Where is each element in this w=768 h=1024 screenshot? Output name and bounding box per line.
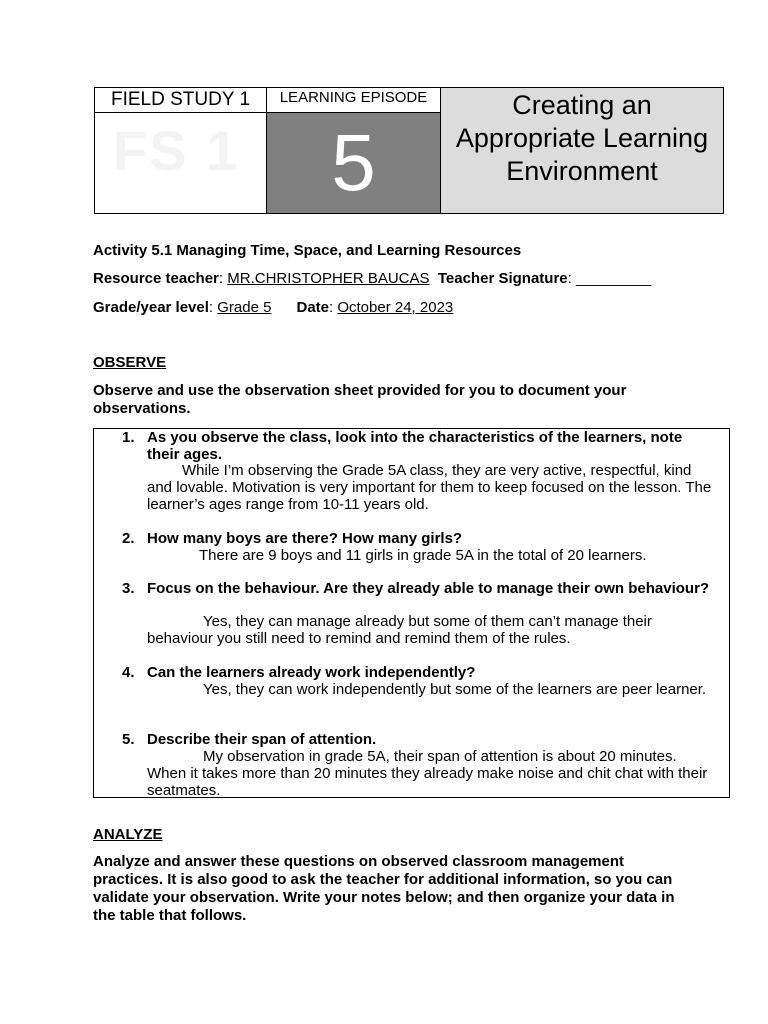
question-text: Can the learners already work independently?	[147, 664, 476, 681]
episode-title	[441, 89, 723, 188]
date-label: Date	[296, 299, 329, 316]
episode-cell	[267, 88, 441, 213]
question-text: Describe their span of attention.	[147, 731, 377, 748]
fs-watermark: FS 1	[113, 119, 240, 182]
grade-label: Grade/year level	[93, 299, 209, 316]
question-text: How many boys are there? How many girls?	[147, 530, 463, 547]
field-study-cell	[95, 88, 267, 213]
episode-title-line-2: Appropriate Learning	[455, 123, 709, 153]
teacher-signature-blank: _________	[575, 270, 652, 287]
field-study-label: FIELD STUDY 1	[95, 88, 266, 113]
episode-number: 5	[267, 113, 440, 213]
resource-teacher-line: Resource teacher: MR.CHRISTOPHER BAUCAS Teacher Signature: _________	[93, 270, 652, 287]
episode-title-cell	[441, 88, 723, 213]
observe-instructions: Observe and use the observation sheet provided for you to document your observations.	[93, 382, 627, 417]
episode-label: LEARNING EPISODE	[267, 88, 440, 113]
grade-date-line: Grade/year level: Grade 5 Date: October 24, 2023	[93, 299, 454, 316]
activity-title: Activity 5.1 Managing Time, Space, and Learning Resources	[93, 242, 522, 259]
observation-box	[93, 428, 730, 798]
answer-text: My observation in grade 5A, their span of attention is about 20 minutes. When it takes more than 20 minutes they already make noise and chit chat with their seatmates.	[147, 748, 708, 798]
episode-title-line-3: Environment	[506, 156, 658, 186]
answer-text: While I’m observing the Grade 5A class, they are very active, respectful, kind and lovable. Motivation is very important for them to keep focused on the lesson. The learner’s ages range from 10-11 years old.	[147, 462, 712, 513]
question-text: Focus on the behaviour. Are they already able to manage their own behaviour?	[147, 580, 710, 597]
episode-header-table	[94, 87, 724, 214]
answer-text: Yes, they can work independently but some of the learners are peer learner.	[203, 681, 707, 698]
grade-value: Grade 5	[217, 299, 272, 316]
question-number: 3.	[122, 580, 135, 597]
observe-heading: OBSERVE	[93, 354, 167, 371]
date-value: October 24, 2023	[337, 299, 454, 316]
question-text: As you observe the class, look into the characteristics of the learners, note their ages.	[147, 429, 683, 463]
answer-text: Yes, they can manage already but some of them can’t manage their behaviour you still need to remind and remind them of the rules.	[147, 613, 652, 647]
question-number: 2.	[122, 530, 135, 547]
question-number: 5.	[122, 731, 135, 748]
answer-text: There are 9 boys and 11 girls in grade 5A in the total of 20 learners.	[199, 547, 647, 564]
teacher-signature-label: Teacher Signature	[437, 270, 568, 287]
resource-teacher-label: Resource teacher	[93, 270, 219, 287]
question-number: 4.	[122, 664, 135, 681]
analyze-instructions: Analyze and answer these questions on observed classroom management practices. It is also good to ask the teacher for additional information, so you can validate your observation. Write your notes below; and then organize your data in the table that follows.	[93, 853, 675, 924]
analyze-heading: ANALYZE	[93, 826, 163, 843]
episode-title-line-1: Creating an	[512, 90, 652, 120]
question-number: 1.	[122, 429, 135, 446]
resource-teacher-value: MR.CHRISTOPHER BAUCAS	[227, 270, 430, 287]
